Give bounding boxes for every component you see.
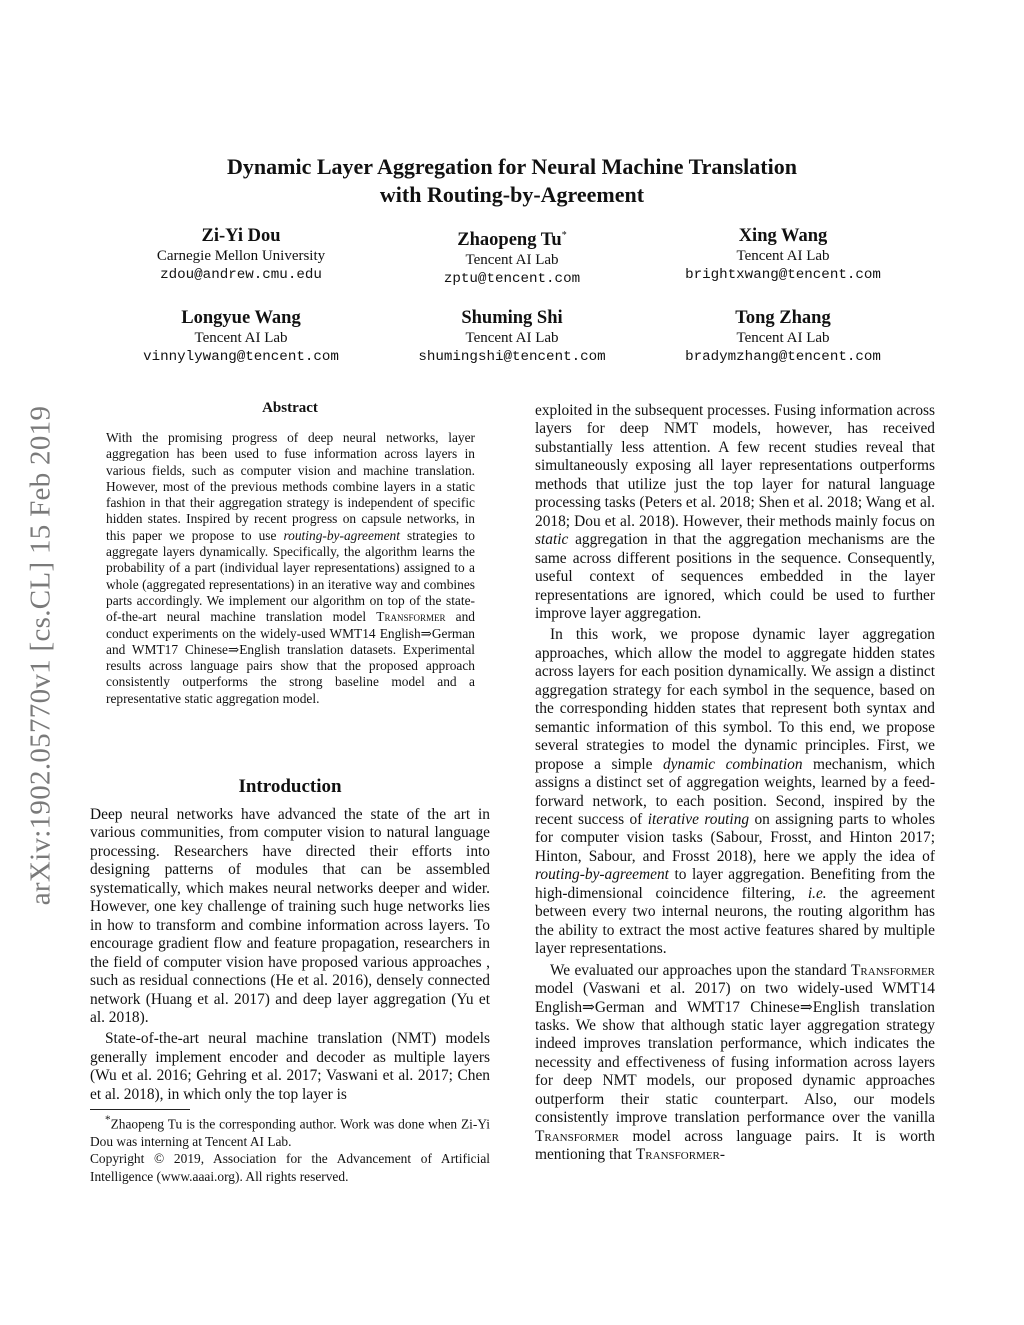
body-emphasis: i.e. [807,884,827,902]
abstract-emphasis: routing-by-agreement [283,527,400,543]
author-email: bradymzhang@tencent.com [685,349,881,365]
body-emphasis: dynamic combination [662,755,803,773]
author-affiliation: Tencent AI Lab [465,330,559,346]
author-block [91,226,391,285]
author-block [91,308,391,367]
author-block [362,226,662,289]
author-name: Longyue Wang [181,308,301,328]
author-email: zptu@tencent.com [443,271,581,288]
footnote-rule [90,1109,190,1110]
right-paragraph-3 [535,962,935,1165]
body-text: exploited in the subsequent processes. Fusing information across layers for deep NMT models, however, has received substantially less attention. A few recent studies reveal that simultaneously exposing all layer representations outperforms methods that utilize just the top layer for natural language processing tasks (Peters et al. 2018; Shen et al. 2018; Wang et al. 2018; Dou et al. 2018). However, their methods mainly focus on [535,402,935,530]
abstract-model-name: Transformer [376,609,446,625]
model-name: Transformer [535,1127,619,1145]
author-block [362,308,662,367]
abstract-text: strategies to aggregate layers dynamically. Specifically, the algorithm learns the probability of a part (individual layer representations) assigned to a whole (aggregated representations) in an iterative way and combines parts accordingly. We implement our algorithm on top of the state-of-the-art neural machine translation model [106,527,475,625]
intro-paragraph-2: State-of-the-art neural machine translation (NMT) models generally implement encoder and decoder as multiple layers (Wu et al. 2016; Gehring et al. 2017; Vaswani et al. 2017; Chen et al. 2018), in which only the top layer is [90,1030,490,1103]
abstract-heading: Abstract [262,400,318,416]
author-affiliation: Tencent AI Lab [736,248,830,264]
author-block [633,226,933,285]
footnote-mark: * [105,1114,111,1126]
body-text: on assigning parts to wholes for computer vision tasks (Sabour, Frosst, and Hinton 2017; Hinton, Sabour, and Frosst 2018), here we apply the idea of [535,810,935,865]
author-name: Zhaopeng Tu [457,230,562,251]
author-name: Zi-Yi Dou [201,226,281,246]
author-email: vinnylywang@tencent.com [143,349,339,365]
author-email: zdou@andrew.cmu.edu [160,267,322,283]
body-emphasis: iterative routing [647,810,750,828]
copyright-notice: Copyright © 2019, Association for the Advancement of Artificial Intelligence (www.aaai.org). All rights reserved. [90,1151,490,1184]
body-text: mechanism, which assigns a distinct set of aggregation weights, learned by a feed-forward network, to each position. Second, inspired by the recent success of [535,755,936,828]
author-affiliation: Tencent AI Lab [194,330,288,346]
model-name: Transformer- [635,1146,725,1164]
author-affiliation: Tencent AI Lab [736,330,830,346]
arxiv-identifier: arXiv:1902.05770v1 [cs.CL] 15 Feb 2019 [24,405,57,905]
left-column-body [90,806,490,1104]
body-text: model across language pairs. It is worth mentioning that [535,1127,935,1164]
introduction-heading: Introduction [238,776,342,797]
intro-paragraph-1: Deep neural networks have advanced the state of the art in various communities, from computer vision to natural language processing. Researchers have directed their efforts into designing patterns of modules that can be assembled systematically, which makes neural networks deeper and wider. However, one key challenge of training such huge networks lies in how to transform and combine information across layers. To encourage gradient flow and feature propagation, researchers in the field of computer vision have proposed various approaches , such as residual connections (He et al. 2016), densely connected network (Huang et al. 2017) and deep layer aggregation (Yu et al. 2018). [90,806,490,1026]
body-text: aggregation in that the aggregation mechanisms are the same across different positions in the sequence. Consequently, useful context of sequences embedded in the layer representations are ignored, which could be used to further improve layer aggregation. [535,531,935,622]
body-text: the agreement between every two internal neurons, the routing algorithm has the ability to extract the most active features shared by multiple layer representations. [535,884,935,958]
abstract-text: With the promising progress of deep neural networks, layer aggregation has been used to fuse information across layers in various fields, such as computer vision and machine translation. However, most of the previous methods combine layers in a static fashion in that their aggregation strategy is independent of specific hidden states. Inspired by recent progress on capsule networks, in this paper we propose to use [106,430,475,543]
author-name: Tong Zhang [735,308,831,328]
right-paragraph-1 [535,402,935,623]
body-text: In this work, we propose dynamic layer aggregation approaches, which allow the model to aggregate hidden states across layers for each position dynamically. We assign a distinct aggregation strategy for each symbol in the sequence, based on the corresponding hidden states that represent both syntax and semantic information of this symbol. To this end, we propose several strategies to model the dynamic principles. First, we propose a simple [535,626,935,773]
footnote-text: Zhaopeng Tu is the corresponding author. Work was done when Zi-Yi Dou was interning at Tencent AI Lab. [90,1116,490,1149]
title-line-1: Dynamic Layer Aggregation for Neural Machine Translation [227,154,797,179]
body-text: model (Vaswani et al. 2017) on two widely-used WMT14 English⇒German and WMT17 Chinese⇒English translation tasks. We show that although static layer aggregation strategy indeed improves translation performance, which indicates the necessity and effectiveness of fusing information across layers for deep NMT models, our proposed dynamic approaches outperform their static counterpart. Also, our models consistently improve translation performance over the vanilla [535,980,935,1127]
body-emphasis: routing-by-agreement [535,866,669,884]
arxiv-sidebar [18,360,64,950]
paper-title [150,153,874,209]
author-affiliation: Carnegie Mellon University [156,248,326,264]
corresponding-author-mark: * [561,230,567,241]
abstract-body [106,430,475,707]
body-text: to layer aggregation. Benefiting from the high-dimensional coincidence filtering, [535,866,935,902]
author-name: Shuming Shi [461,308,563,328]
model-name: Transformer [851,961,935,979]
author-affiliation: Tencent AI Lab [465,252,559,269]
body-emphasis: static [535,531,569,549]
body-text: We evaluated our approaches upon the standard [550,961,852,979]
author-email: shumingshi@tencent.com [418,349,606,365]
author-block [633,308,933,367]
right-paragraph-2 [535,626,935,958]
footnotes [90,1112,490,1185]
author-name: Xing Wang [738,226,828,246]
title-line-2: with Routing-by-Agreement [379,182,645,207]
abstract-text: and conduct experiments on the widely-used WMT14 English⇒German and WMT17 Chinese⇒English translation datasets. Experimental results across language pairs show that the proposed approach consistently outperforms the strong baseline model and a representative static aggregation model. [106,609,475,706]
author-email: brightxwang@tencent.com [685,267,881,283]
right-column-body [535,402,935,1165]
